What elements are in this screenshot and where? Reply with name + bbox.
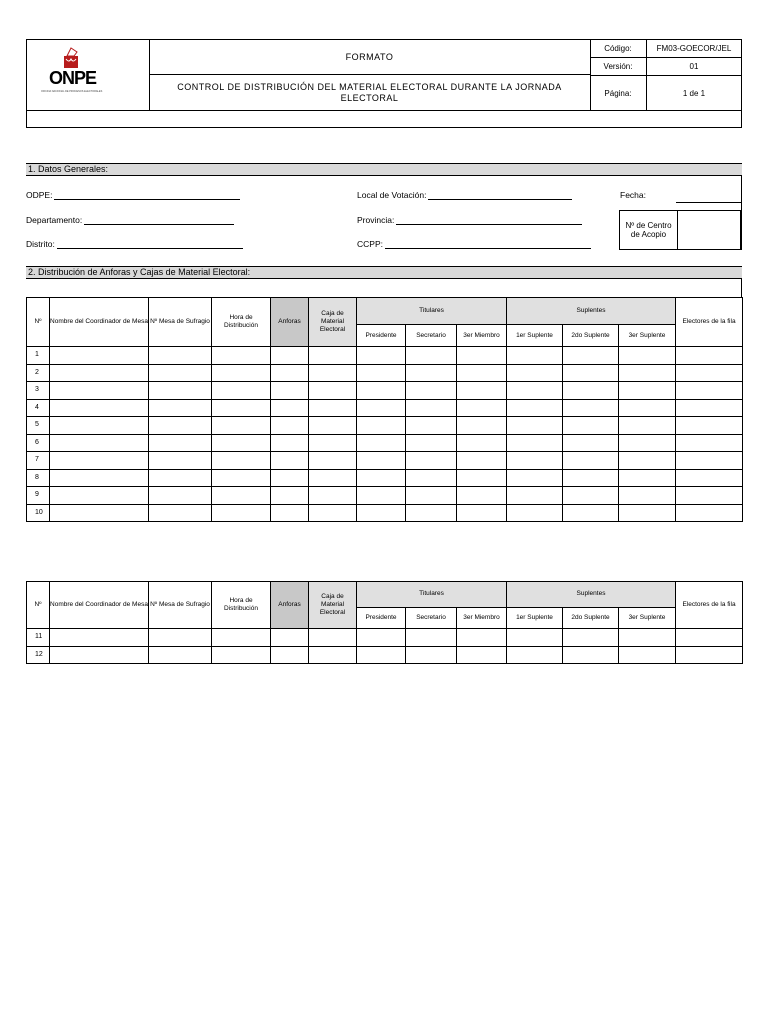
table-cell[interactable] [357, 364, 406, 382]
table-cell[interactable] [406, 399, 457, 417]
table-cell[interactable] [619, 504, 676, 522]
table-row [27, 487, 743, 505]
table-cell[interactable] [563, 452, 619, 470]
distribution-table-2 [26, 581, 743, 664]
table-row [27, 434, 743, 452]
row-number: 1 [27, 347, 50, 365]
table-cell[interactable] [271, 417, 309, 435]
table-cell[interactable] [619, 347, 676, 365]
table-cell[interactable] [357, 347, 406, 365]
table-cell[interactable] [563, 399, 619, 417]
table-row [27, 452, 743, 470]
table-cell[interactable] [563, 364, 619, 382]
table-cell[interactable] [507, 347, 563, 365]
departamento-field[interactable] [26, 215, 234, 225]
table-cell[interactable] [212, 382, 271, 400]
section-1-right-border [741, 176, 742, 250]
col-hora: Hora de Distribución [212, 582, 271, 629]
table-cell[interactable] [676, 452, 743, 470]
table-row [27, 504, 743, 522]
table-cell[interactable] [563, 417, 619, 435]
table-row [27, 646, 743, 664]
row-number: 4 [27, 399, 50, 417]
section-2-right-border [741, 279, 742, 297]
table-cell[interactable] [212, 469, 271, 487]
table-cell[interactable] [50, 382, 149, 400]
col-electores: Electores de la fila [676, 582, 743, 629]
table-cell[interactable] [149, 452, 212, 470]
col-tercer-miembro: 3er Miembro [457, 607, 507, 628]
table-cell[interactable] [357, 382, 406, 400]
version-label: Versión: [590, 58, 647, 75]
table-cell[interactable] [149, 646, 212, 664]
table-cell[interactable] [50, 504, 149, 522]
col-suplentes: Suplentes [507, 582, 676, 608]
table-cell[interactable] [149, 399, 212, 417]
table-cell[interactable] [357, 434, 406, 452]
table-cell[interactable] [309, 347, 357, 365]
table-cell[interactable] [507, 382, 563, 400]
table-cell[interactable] [676, 417, 743, 435]
table-cell[interactable] [457, 382, 507, 400]
local-votacion-field[interactable] [357, 190, 572, 200]
table-cell[interactable] [406, 504, 457, 522]
row-number: 6 [27, 434, 50, 452]
table-row [27, 417, 743, 435]
table-cell[interactable] [619, 382, 676, 400]
table-cell[interactable] [271, 504, 309, 522]
table-cell[interactable] [619, 452, 676, 470]
col-titulares: Titulares [357, 582, 507, 608]
pagina-label: Página: [590, 76, 647, 110]
col-caja: Caja de Material Electoral [309, 298, 357, 347]
row-number: 11 [27, 629, 50, 647]
col-coordinador: Nombre del Coordinador de Mesa [50, 582, 149, 629]
centro-acopio-input[interactable] [678, 211, 740, 249]
table-cell[interactable] [357, 504, 406, 522]
logo-subtext: OFICINA NACIONAL DE PROCESOS ELECTORALES [41, 90, 103, 93]
row-number: 9 [27, 487, 50, 505]
table-cell[interactable] [271, 434, 309, 452]
row-number: 7 [27, 452, 50, 470]
table-cell[interactable] [457, 646, 507, 664]
odpe-label: ODPE: [26, 190, 53, 200]
table-cell[interactable] [563, 646, 619, 664]
table-cell[interactable] [507, 434, 563, 452]
table-cell[interactable] [50, 347, 149, 365]
table-cell[interactable] [619, 364, 676, 382]
table-cell[interactable] [676, 364, 743, 382]
table-cell[interactable] [271, 399, 309, 417]
table-cell[interactable] [457, 629, 507, 647]
form-title-block [149, 40, 591, 110]
table-cell[interactable] [357, 452, 406, 470]
table-cell[interactable] [309, 487, 357, 505]
table-cell[interactable] [507, 417, 563, 435]
table-cell[interactable] [406, 347, 457, 365]
table-cell[interactable] [309, 417, 357, 435]
codigo-value: FM03-GOECOR/JEL [656, 44, 732, 53]
row-number: 5 [27, 417, 50, 435]
form-title: CONTROL DE DISTRIBUCIÓN DEL MATERIAL ELECTORAL DURANTE LA JORNADA ELECTORAL [177, 81, 562, 103]
table-cell[interactable] [676, 646, 743, 664]
table-cell[interactable] [457, 434, 507, 452]
table-cell[interactable] [50, 452, 149, 470]
row-number: 12 [27, 646, 50, 664]
table-cell[interactable] [271, 347, 309, 365]
table-row [27, 382, 743, 400]
section-2-title: 2. Distribución de Anforas y Cajas de Material Electoral: [26, 266, 742, 279]
table-cell[interactable] [271, 469, 309, 487]
table-cell[interactable] [212, 452, 271, 470]
table-cell[interactable] [507, 487, 563, 505]
col-sup3: 3er Suplente [619, 607, 676, 628]
col-sup2: 2do Suplente [563, 325, 619, 347]
table-cell[interactable] [357, 629, 406, 647]
table-cell[interactable] [406, 417, 457, 435]
table-cell[interactable] [50, 364, 149, 382]
table-cell[interactable] [676, 487, 743, 505]
table-cell[interactable] [212, 399, 271, 417]
provincia-field[interactable] [357, 215, 582, 225]
table-cell[interactable] [212, 646, 271, 664]
table-cell[interactable] [676, 382, 743, 400]
table-cell[interactable] [406, 469, 457, 487]
ccpp-label: CCPP: [357, 239, 383, 249]
table-cell[interactable] [309, 504, 357, 522]
table-cell[interactable] [457, 469, 507, 487]
col-num: Nº [27, 582, 50, 629]
table-cell[interactable] [563, 434, 619, 452]
table-cell[interactable] [676, 399, 743, 417]
version-value: 01 [689, 62, 699, 71]
fecha-label: Fecha: [620, 190, 646, 200]
table-cell[interactable] [50, 629, 149, 647]
table-cell[interactable] [563, 469, 619, 487]
onpe-logo [27, 40, 150, 110]
col-titulares: Titulares [357, 298, 507, 325]
table-cell[interactable] [406, 364, 457, 382]
col-presidente: Presidente [357, 325, 406, 347]
table-cell[interactable] [563, 629, 619, 647]
table-cell[interactable] [50, 487, 149, 505]
fecha-line [676, 202, 741, 203]
centro-acopio-label: Nº de Centro de Acopio [620, 211, 678, 249]
table-cell[interactable] [357, 469, 406, 487]
departamento-label: Departamento: [26, 215, 83, 225]
table-cell[interactable] [457, 347, 507, 365]
col-sup3: 3er Suplente [619, 325, 676, 347]
col-presidente: Presidente [357, 607, 406, 628]
table-cell[interactable] [149, 469, 212, 487]
table-cell[interactable] [271, 452, 309, 470]
table-cell[interactable] [357, 487, 406, 505]
table-cell[interactable] [271, 487, 309, 505]
col-mesa: Nº Mesa de Sufragio [149, 582, 212, 629]
table-cell[interactable] [563, 347, 619, 365]
table-cell[interactable] [457, 364, 507, 382]
table-cell[interactable] [507, 399, 563, 417]
table-cell[interactable] [406, 382, 457, 400]
table-cell[interactable] [149, 629, 212, 647]
table-cell[interactable] [309, 399, 357, 417]
col-sup1: 1er Suplente [507, 325, 563, 347]
odpe-field[interactable] [26, 190, 240, 200]
table-cell[interactable] [507, 504, 563, 522]
form-type: FORMATO [149, 40, 590, 75]
table-cell[interactable] [309, 646, 357, 664]
pagina-value: 1 de 1 [682, 88, 706, 98]
table-cell[interactable] [309, 364, 357, 382]
table-cell[interactable] [357, 417, 406, 435]
table-cell[interactable] [271, 646, 309, 664]
col-secretario: Secretario [406, 607, 457, 628]
col-mesa: Nº Mesa de Sufragio [149, 298, 212, 347]
table-row [27, 629, 743, 647]
table-row [27, 347, 743, 365]
provincia-label: Provincia: [357, 215, 395, 225]
table-cell[interactable] [563, 382, 619, 400]
table-cell[interactable] [149, 417, 212, 435]
table-cell[interactable] [676, 434, 743, 452]
row-number: 10 [27, 504, 50, 522]
table-cell[interactable] [619, 487, 676, 505]
table-cell[interactable] [50, 399, 149, 417]
table-cell[interactable] [619, 417, 676, 435]
table-cell[interactable] [212, 504, 271, 522]
table-cell[interactable] [149, 487, 212, 505]
table-cell[interactable] [563, 504, 619, 522]
form-meta [590, 40, 741, 110]
table-cell[interactable] [457, 504, 507, 522]
form-header [26, 39, 742, 111]
table-cell[interactable] [619, 629, 676, 647]
table-cell[interactable] [50, 417, 149, 435]
row-number: 2 [27, 364, 50, 382]
table-cell[interactable] [357, 646, 406, 664]
table-cell[interactable] [457, 487, 507, 505]
table-cell[interactable] [507, 469, 563, 487]
table-cell[interactable] [271, 382, 309, 400]
section-1-title: 1. Datos Generales: [26, 163, 742, 176]
local-votacion-label: Local de Votación: [357, 190, 427, 200]
table-cell[interactable] [309, 469, 357, 487]
table-cell[interactable] [309, 382, 357, 400]
col-suplentes: Suplentes [507, 298, 676, 325]
table-row [27, 469, 743, 487]
table-cell[interactable] [457, 452, 507, 470]
table-cell[interactable] [309, 452, 357, 470]
table-cell[interactable] [149, 504, 212, 522]
table-cell[interactable] [50, 646, 149, 664]
col-hora: Hora de Distribución [212, 298, 271, 347]
table-cell[interactable] [212, 347, 271, 365]
table-cell[interactable] [406, 434, 457, 452]
table-cell[interactable] [309, 629, 357, 647]
row-number: 8 [27, 469, 50, 487]
table-row [27, 364, 743, 382]
header-blank-row [26, 111, 742, 128]
table-cell[interactable] [212, 417, 271, 435]
row-number: 3 [27, 382, 50, 400]
table-cell[interactable] [406, 629, 457, 647]
table-cell[interactable] [676, 347, 743, 365]
col-secretario: Secretario [406, 325, 457, 347]
table-cell[interactable] [149, 434, 212, 452]
table-cell[interactable] [619, 399, 676, 417]
table-cell[interactable] [676, 469, 743, 487]
col-electores: Electores de la fila [676, 298, 743, 347]
col-tercer-miembro: 3er Miembro [457, 325, 507, 347]
table-cell[interactable] [406, 487, 457, 505]
ccpp-field[interactable] [357, 239, 591, 249]
centro-acopio-box [619, 210, 741, 250]
table-cell[interactable] [563, 487, 619, 505]
table-cell[interactable] [212, 434, 271, 452]
table-cell[interactable] [619, 646, 676, 664]
table-cell[interactable] [406, 646, 457, 664]
distribution-table-1 [26, 297, 743, 522]
table-cell[interactable] [212, 364, 271, 382]
table-cell[interactable] [619, 434, 676, 452]
fecha-field[interactable] [620, 190, 646, 200]
col-caja: Caja de Material Electoral [309, 582, 357, 629]
col-anforas: Anforas [271, 298, 309, 347]
logo-text: ONPE [49, 68, 97, 88]
table-row [27, 399, 743, 417]
table-cell[interactable] [619, 469, 676, 487]
table-cell[interactable] [676, 629, 743, 647]
table-cell[interactable] [507, 452, 563, 470]
distrito-label: Distrito: [26, 239, 55, 249]
table-cell[interactable] [507, 629, 563, 647]
table-cell[interactable] [212, 629, 271, 647]
table-cell[interactable] [271, 629, 309, 647]
table-cell[interactable] [309, 434, 357, 452]
codigo-label: Código: [590, 40, 647, 57]
table-cell[interactable] [50, 469, 149, 487]
col-sup1: 1er Suplente [507, 607, 563, 628]
table-cell[interactable] [271, 364, 309, 382]
table-cell[interactable] [149, 347, 212, 365]
table-cell[interactable] [357, 399, 406, 417]
table-cell[interactable] [507, 364, 563, 382]
table-cell[interactable] [507, 646, 563, 664]
distrito-field[interactable] [26, 239, 243, 249]
col-num: Nº [27, 298, 50, 347]
table-cell[interactable] [149, 382, 212, 400]
table-cell[interactable] [50, 434, 149, 452]
table-cell[interactable] [457, 399, 507, 417]
table-cell[interactable] [676, 504, 743, 522]
col-sup2: 2do Suplente [563, 607, 619, 628]
col-coordinador: Nombre del Coordinador de Mesa [50, 298, 149, 347]
table-cell[interactable] [406, 452, 457, 470]
table-cell[interactable] [149, 364, 212, 382]
table-cell[interactable] [212, 487, 271, 505]
col-anforas: Anforas [271, 582, 309, 629]
table-cell[interactable] [457, 417, 507, 435]
